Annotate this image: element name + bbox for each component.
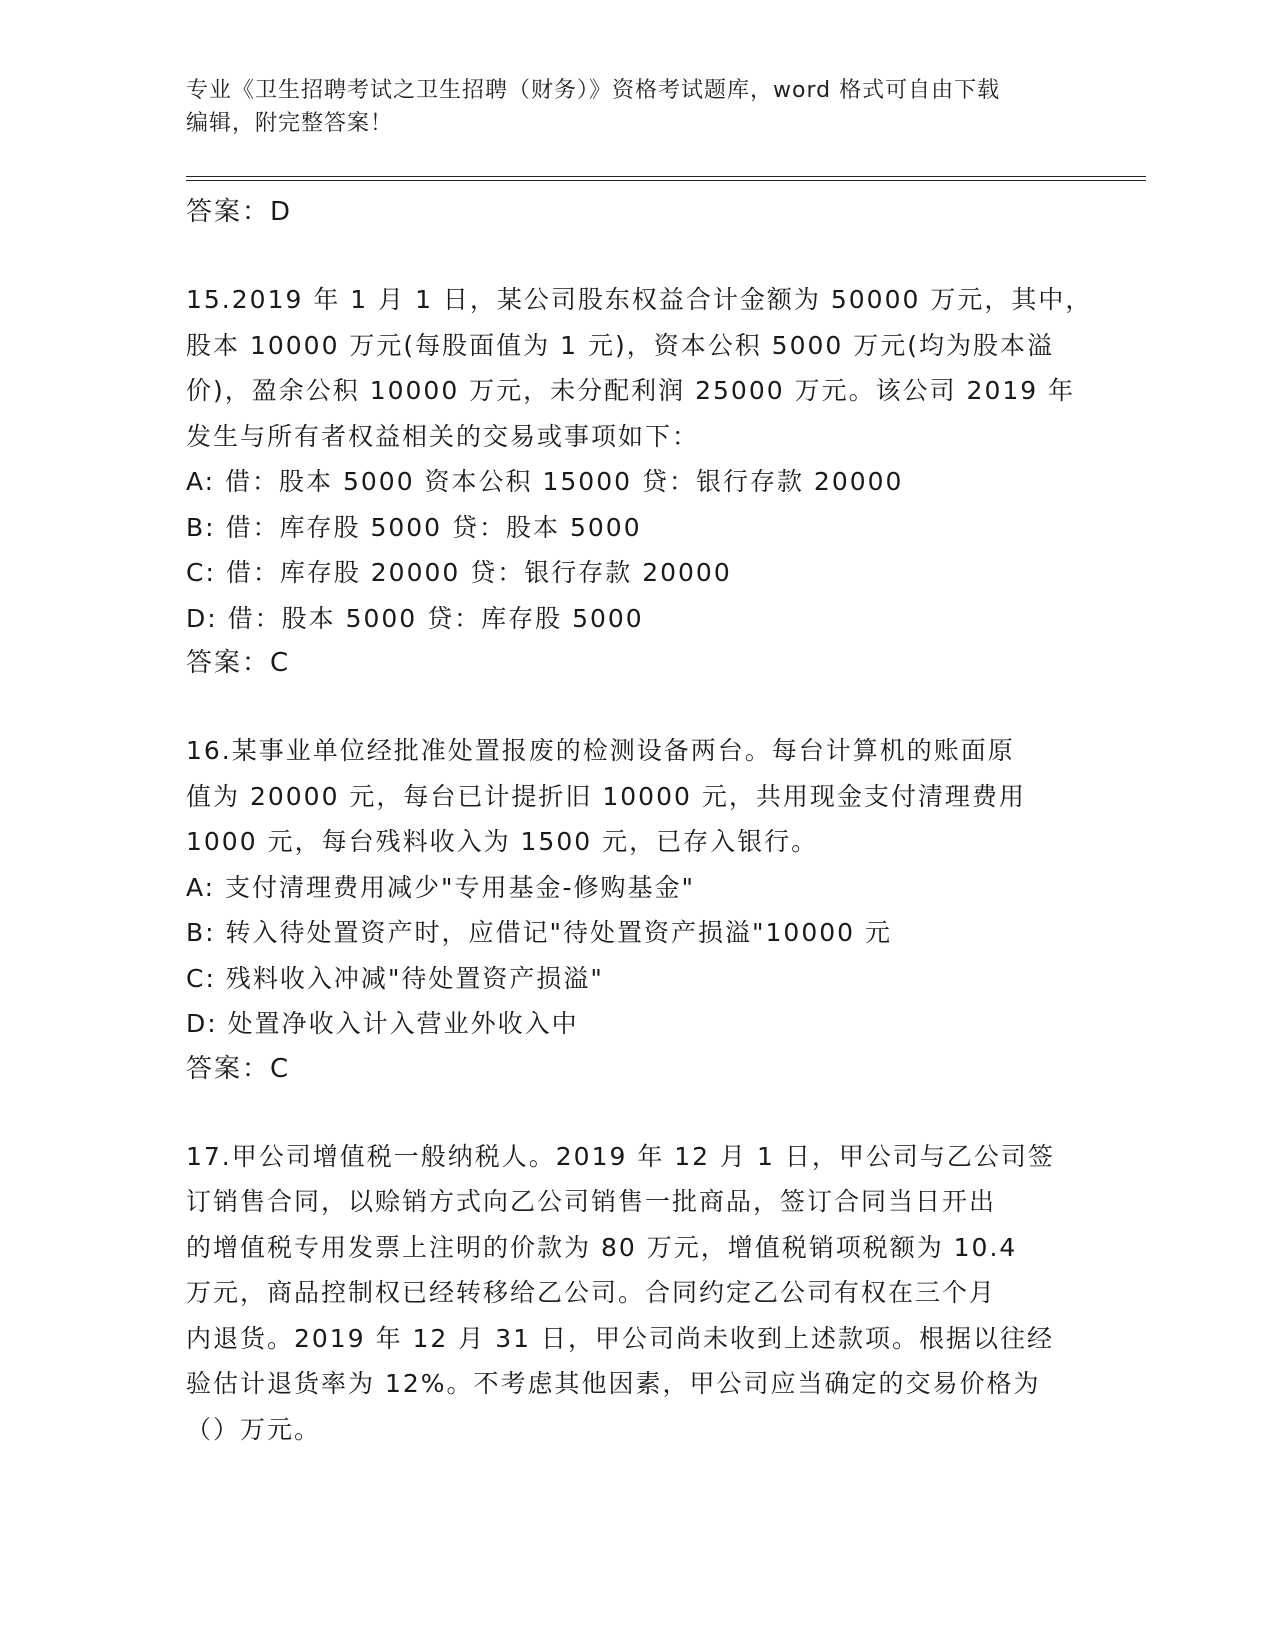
option-d: D: 处置净收入计入营业外收入中 bbox=[186, 1009, 579, 1038]
spacer bbox=[186, 686, 1086, 728]
question-text-line: 15.2019 年 1 月 1 日，某公司股东权益合计金额为 50000 万元，其中， bbox=[186, 285, 1093, 314]
spacer bbox=[186, 235, 1086, 277]
question-text-line: 股本 10000 万元(每股面值为 1 元)，资本公积 5000 万元(均为股本溢 bbox=[186, 330, 1055, 360]
header-divider bbox=[186, 176, 1146, 181]
question-text-line: 16.某事业单位经批准处置报废的检测设备两台。每台计算机的账面原 bbox=[186, 736, 1015, 765]
question-text-line: 订销售合同，以赊销方式向乙公司销售一批商品，签订合同当日开出 bbox=[186, 1187, 997, 1216]
question-text-line: 1000 元，每台残料收入为 1500 元，已存入银行。 bbox=[186, 827, 819, 856]
answer-label: 答案：C bbox=[186, 648, 291, 678]
option-b: B: 转入待处置资产时，应借记"待处置资产损溢"10000 元 bbox=[186, 918, 892, 947]
header-line-1: 专业《卫生招聘考试之卫生招聘（财务）》资格考试题库，word 格式可自由下载 bbox=[186, 78, 1001, 103]
option-c: C: 残料收入冲减"待处置资产损溢" bbox=[186, 963, 604, 993]
question-15 bbox=[186, 277, 1093, 686]
previous-answer: 答案：D bbox=[186, 197, 293, 227]
question-text-line: 内退货。2019 年 12 月 31 日，甲公司尚未收到上述款项。根据以往经 bbox=[186, 1323, 1054, 1353]
question-text-line: 万元，商品控制权已经转移给乙公司。合同约定乙公司有权在三个月 bbox=[186, 1278, 997, 1307]
question-text-line: 17.甲公司增值税一般纳税人。2019 年 12 月 1 日，甲公司与乙公司签 bbox=[186, 1141, 1055, 1171]
option-a: A: 借：股本 5000 资本公积 15000 贷：银行存款 20000 bbox=[186, 467, 904, 496]
question-16 bbox=[186, 728, 1086, 1092]
document-body bbox=[186, 190, 1093, 1452]
question-text-line: 的增值税专用发票上注明的价款为 80 万元，增值税销项税额为 10.4 bbox=[186, 1232, 1018, 1262]
question-text-line: （）万元。 bbox=[186, 1414, 322, 1444]
option-b: B: 借：库存股 5000 贷：股本 5000 bbox=[186, 512, 642, 542]
option-c: C: 借：库存股 20000 贷：银行存款 20000 bbox=[186, 558, 732, 587]
spacer bbox=[186, 1092, 1086, 1134]
question-text-line: 发生与所有者权益相关的交易或事项如下： bbox=[186, 421, 700, 451]
answer-label: 答案：C bbox=[186, 1053, 291, 1084]
page-header bbox=[186, 74, 1086, 140]
question-text-line: 验估计退货率为 12%。不考虑其他因素，甲公司应当确定的交易价格为 bbox=[186, 1369, 1041, 1398]
header-line-2: 编辑，附完整答案！ bbox=[186, 111, 394, 136]
question-text-line: 值为 20000 元，每台已计提折旧 10000 元，共用现金支付清理费用 bbox=[186, 781, 1026, 811]
option-d: D: 借：股本 5000 贷：库存股 5000 bbox=[186, 603, 644, 633]
option-a: A: 支付清理费用减少"专用基金-修购基金" bbox=[186, 872, 696, 902]
question-text-line: 价)，盈余公积 10000 万元，未分配利润 25000 万元。该公司 2019 年 bbox=[186, 376, 1076, 405]
question-17 bbox=[186, 1134, 1086, 1453]
